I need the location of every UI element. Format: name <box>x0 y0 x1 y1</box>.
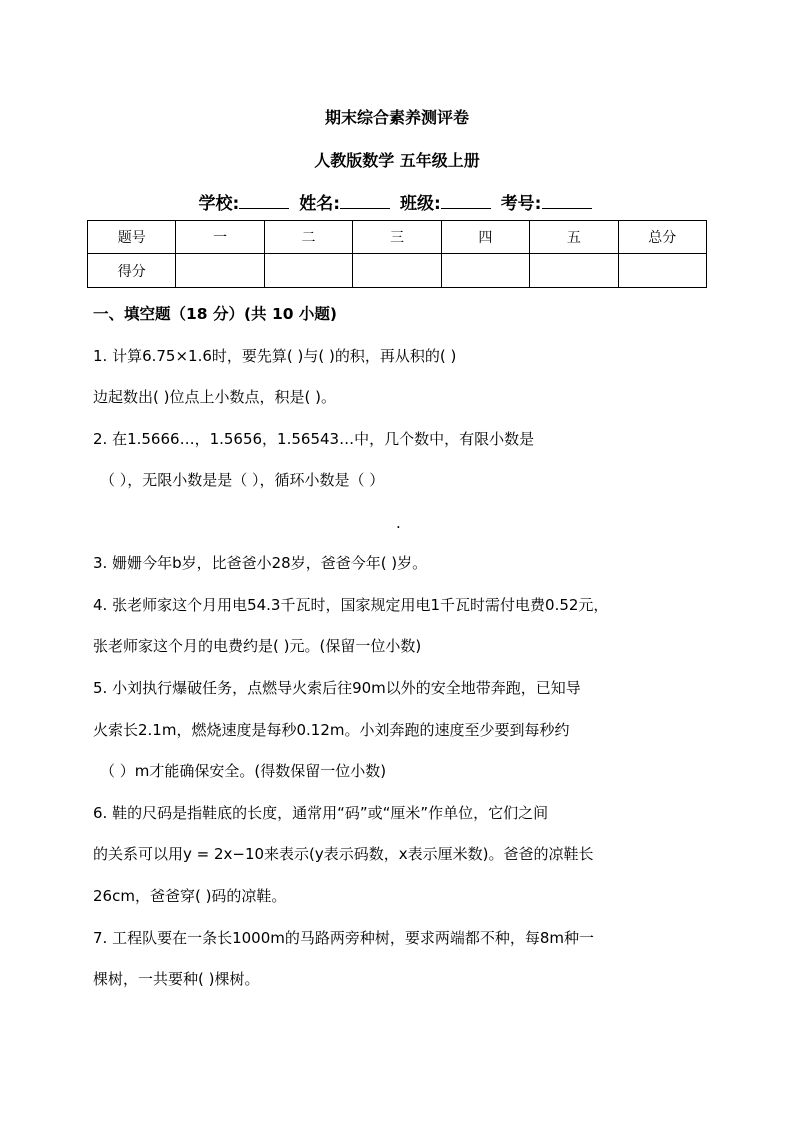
question-6-line-1: 6. 鞋的尺码是指鞋底的长度，通常用“码”或“厘米”作单位，它们之间 <box>93 804 549 822</box>
score-header-cell: 三 <box>353 221 441 254</box>
score-cell[interactable] <box>176 254 264 288</box>
score-row-label: 得分 <box>88 254 176 288</box>
number-label: 考号: <box>500 194 542 214</box>
question-3-line-1: 3. 姗姗今年b岁，比爸爸小28岁，爸爸今年( )岁。 <box>93 554 428 572</box>
question-4-line-1: 4. 张老师家这个月用电54.3千瓦时，国家规定用电1千瓦时需付电费0.52元， <box>93 596 609 614</box>
question-5-line-1: 5. 小刘执行爆破任务，点燃导火索后往90m以外的安全地带奔跑，已知导 <box>93 679 581 697</box>
number-blank[interactable] <box>542 194 592 209</box>
score-header-cell: 一 <box>176 221 264 254</box>
score-header-cell: 总分 <box>618 221 706 254</box>
student-info-line <box>0 189 794 214</box>
school-blank[interactable] <box>239 194 289 209</box>
question-5-line-3: （ ）m才能确保安全。(得数保留一位小数) <box>100 762 387 780</box>
exam-subtitle: 人教版数学 五年级上册 <box>314 151 480 170</box>
question-2-line-1: 2. 在1.5666…，1.5656，1.56543…中，几个数中，有限小数是 <box>93 430 535 448</box>
question-6-line-3: 26cm，爸爸穿( )码的凉鞋。 <box>93 887 287 905</box>
score-header-cell: 五 <box>530 221 618 254</box>
question-4-line-2: 张老师家这个月的电费约是( )元。(保留一位小数) <box>93 637 422 655</box>
exam-title: 期末综合素养测评卷 <box>324 108 469 127</box>
score-header-cell: 二 <box>264 221 352 254</box>
question-1-line-1: 1. 计算6.75×1.6时，要先算( )与( )的积，再从积的( ) <box>93 347 457 365</box>
name-label: 姓名: <box>299 194 341 214</box>
question-1-line-2: 边起数出( )位点上小数点，积是( )。 <box>93 388 336 406</box>
school-label: 学校: <box>198 194 240 214</box>
section-1-title: 一、填空题（18 分）(共 10 小题) <box>93 305 337 323</box>
score-cell[interactable] <box>618 254 706 288</box>
name-blank[interactable] <box>340 194 390 209</box>
score-table-row <box>88 254 707 288</box>
score-cell[interactable] <box>353 254 441 288</box>
question-7-line-2: 棵树，一共要种( )棵树。 <box>93 970 260 988</box>
class-blank[interactable] <box>441 194 491 209</box>
question-6-line-2: 的关系可以用y = 2x−10来表示(y表示码数，x表示厘米数)。爸爸的凉鞋长 <box>93 845 594 863</box>
class-label: 班级: <box>399 194 441 214</box>
score-header-cell: 四 <box>441 221 529 254</box>
score-cell[interactable] <box>530 254 618 288</box>
question-2-dot: . <box>396 514 401 532</box>
score-cell[interactable] <box>264 254 352 288</box>
question-5-line-2: 火索长2.1m，燃烧速度是每秒0.12m。小刘奔跑的速度至少要到每秒约 <box>93 721 570 739</box>
score-table-header-row <box>88 221 707 254</box>
score-cell[interactable] <box>441 254 529 288</box>
score-table <box>87 220 707 288</box>
score-header-cell: 题号 <box>88 221 176 254</box>
question-7-line-1: 7. 工程队要在一条长1000m的马路两旁种树，要求两端都不种，每8m种一 <box>93 929 595 947</box>
question-2-line-2: （ ），无限小数是是（ ），循环小数是（ ） <box>100 471 385 489</box>
